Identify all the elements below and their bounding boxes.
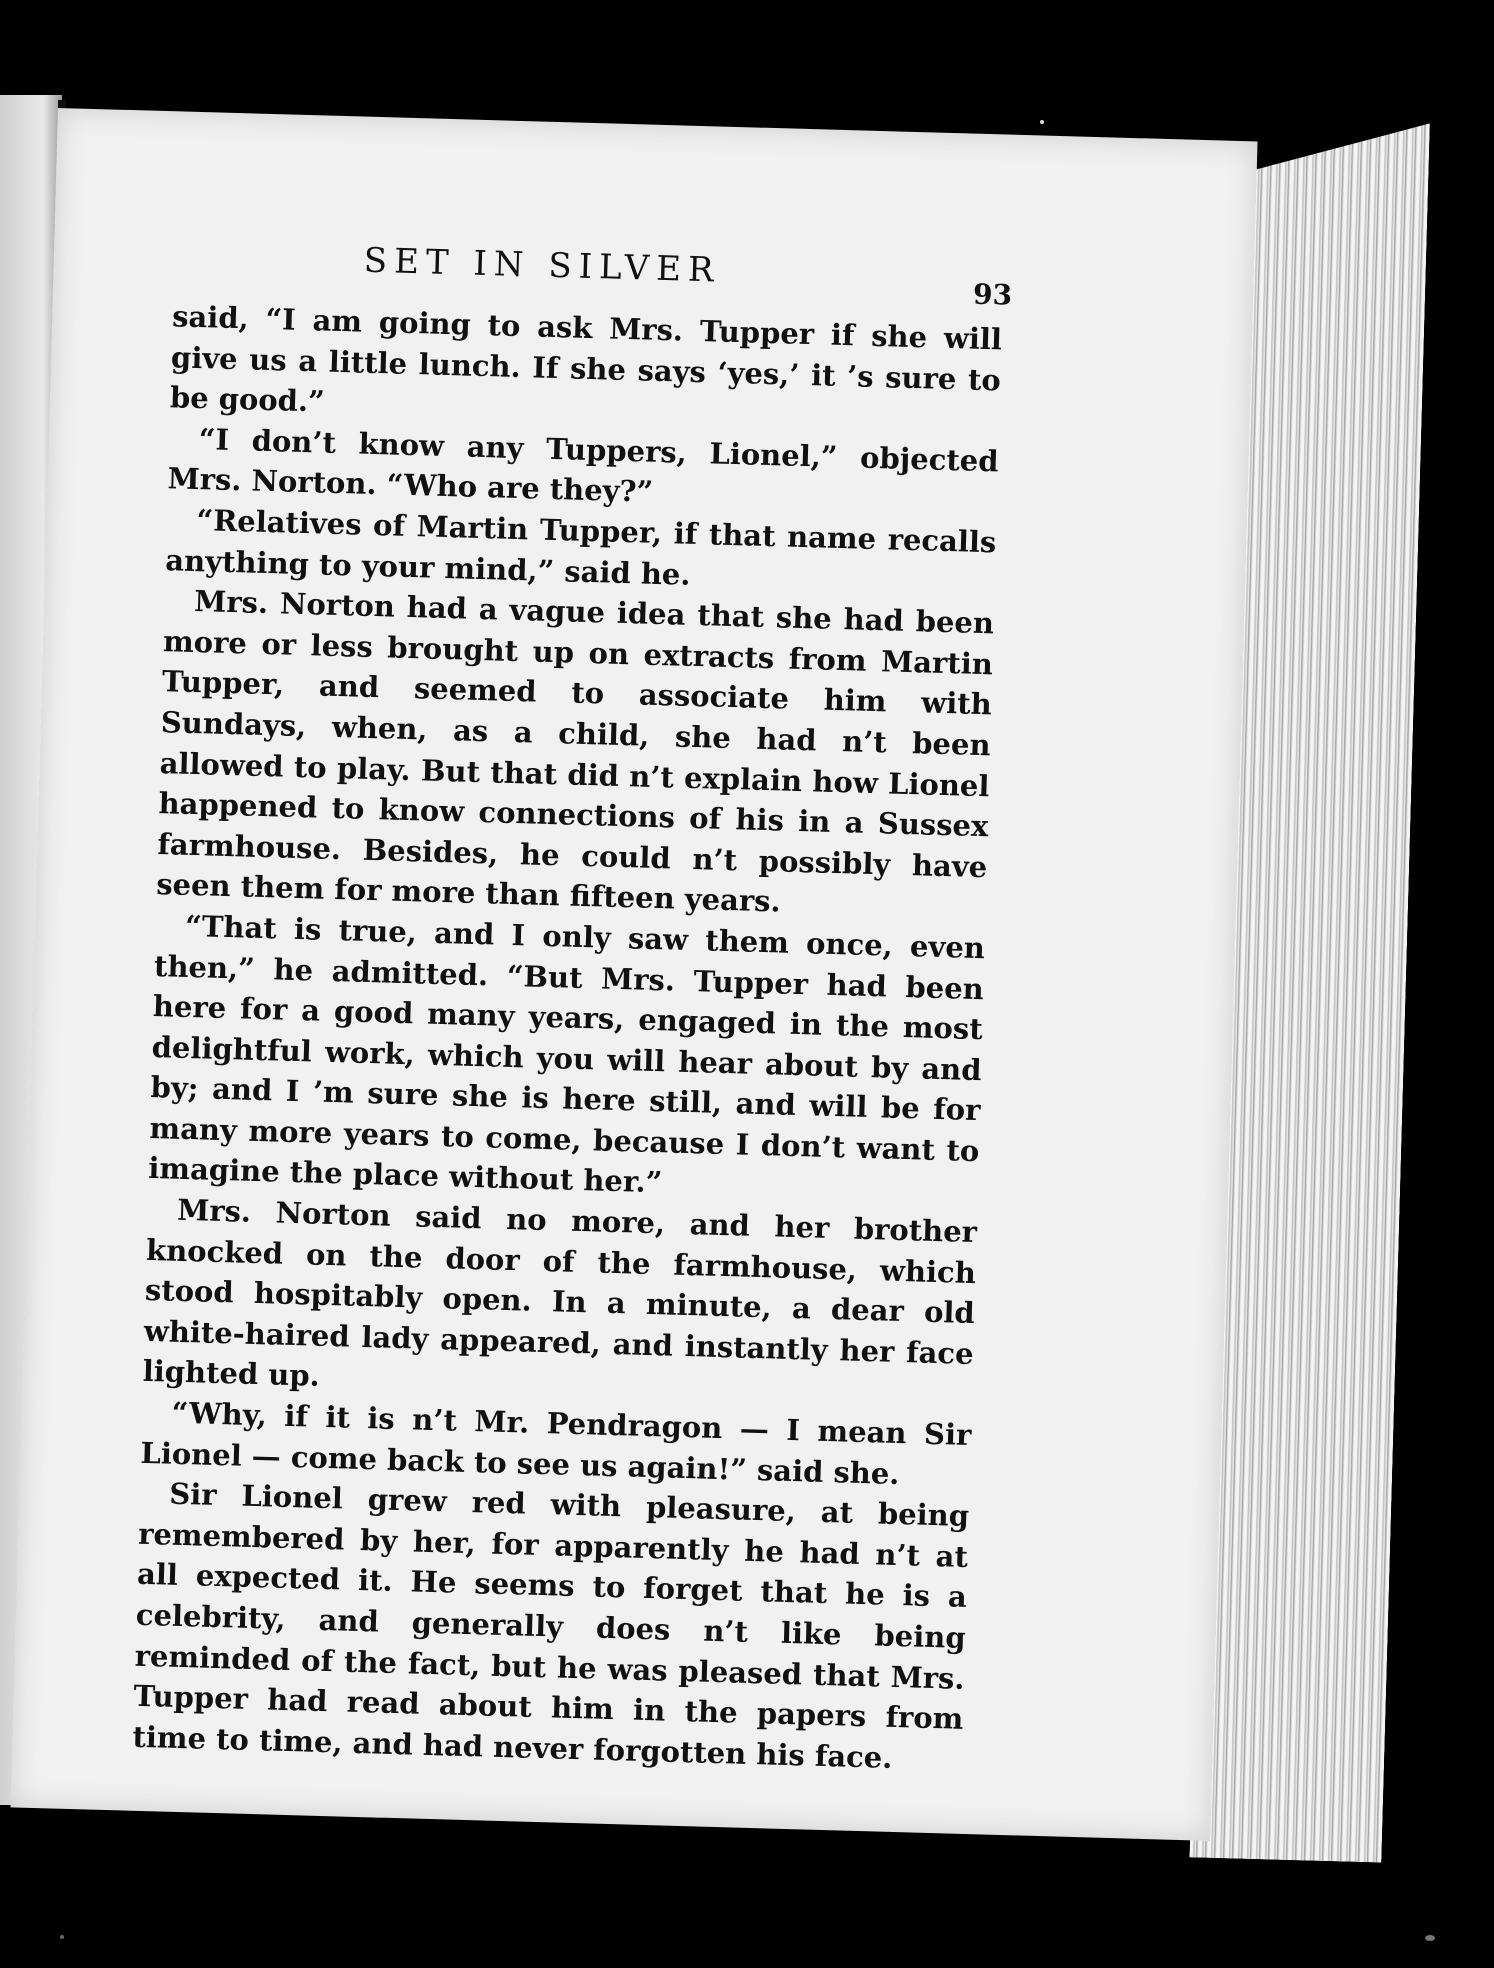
paragraph-4: Mrs. Norton had a vague idea that she had been more or less brought up on extracts from Martin Tupper, and seemed to associate him with Sundays, when, as a child, she had n’t been allowed to play. But that did n’t explain how Lionel happened to know connections of his in a Sussex farmhouse. Besides, he could n’t possibly have seen them for more than fifteen years.	[155, 584, 995, 919]
body-text	[132, 296, 1002, 1780]
running-title: SET IN SILVER	[363, 240, 722, 291]
paragraph-3: “Relatives of Martin Tupper, if that name recalls anything to your mind,” said he.	[164, 503, 997, 592]
paragraph-7: “Why, if it is n’t Mr. Pendragon — I mean Sir Lionel — come back to see us again!” said she.	[140, 1395, 972, 1491]
page-content	[11, 108, 1258, 1841]
paragraph-6: Mrs. Norton said no more, and her brother knocked on the door of the farmhouse, which stood hospitably open. In a minute, a dear old white-haired lady appeared, and instantly her face lighted up.	[142, 1192, 978, 1394]
scan-speck	[1425, 1935, 1435, 1941]
paragraph-5: “That is true, and I only saw them once, even then,” he admitted. “But Mrs. Tupper had been here for a good many years, engaged in the most delightful work, which you will hear about by and by; and I ’m sure she is here still, and will be for many more years to come, because I don’t want to imagine the place without her.”	[147, 908, 986, 1200]
page-number: 93	[972, 277, 1013, 312]
paragraph-2: “I don’t know any Tuppers, Lionel,” objected Mrs. Norton. “Who are they?”	[167, 421, 999, 510]
scan-speck	[60, 1935, 64, 1939]
paragraph-1: said, “I am going to ask Mrs. Tupper if she will give us a little lunch. If she says ‘yes,’ it ’s sure to be good.”	[169, 299, 1003, 419]
paragraph-8: Sir Lionel grew red with pleasure, at being remembered by her, for apparently he had n’t at all expected it. He seems to forget that he is a celebrity, and generally does n’t like being reminded of the fact, but he was pleased that Mrs. Tupper had read about him in the papers from time to time, and had never forgotten his face.	[132, 1476, 970, 1775]
book-page	[11, 108, 1258, 1841]
scan-speck	[1040, 120, 1044, 124]
